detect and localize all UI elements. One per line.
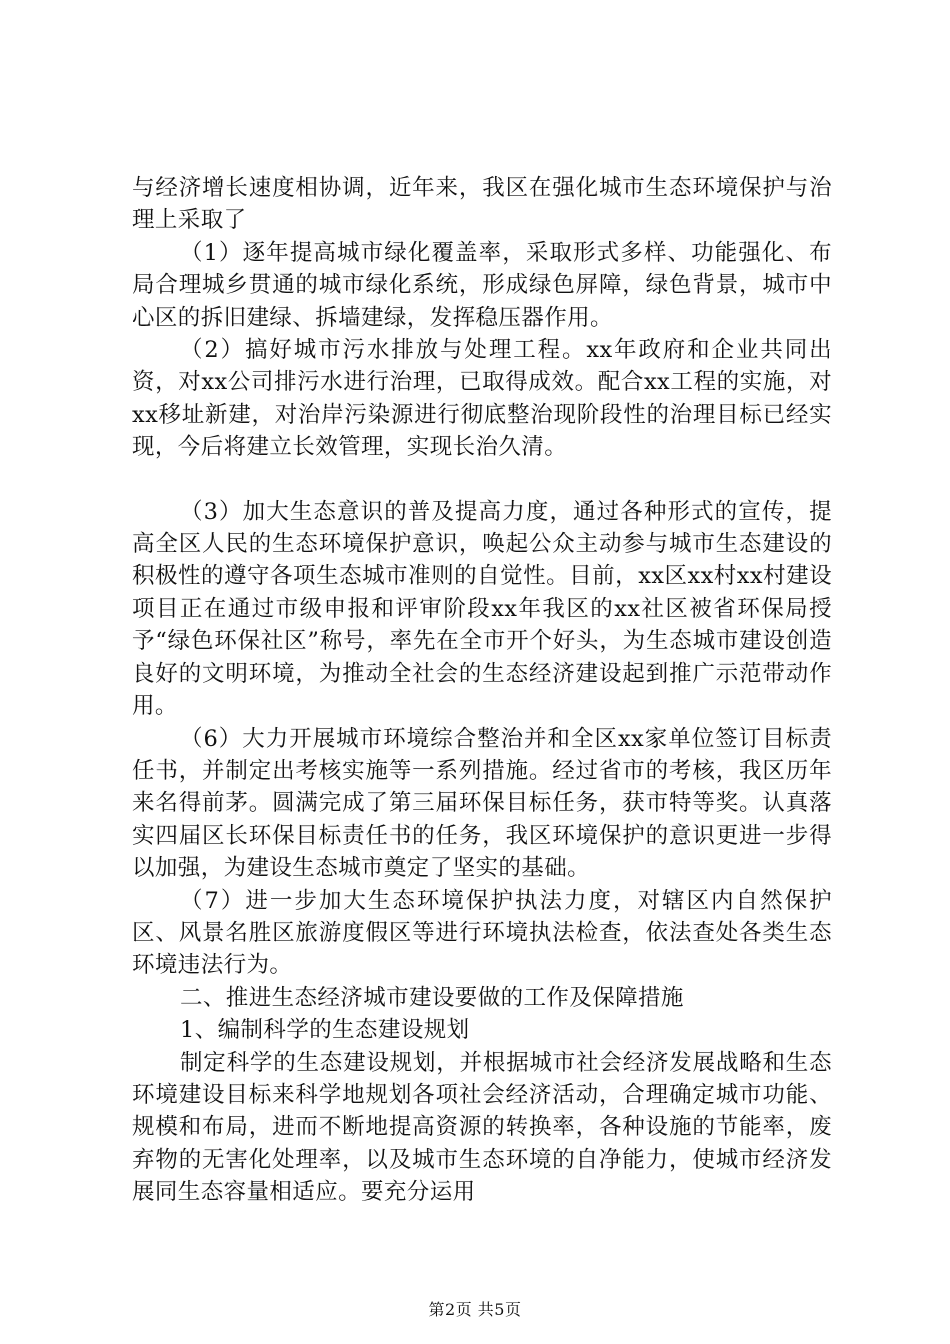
- paragraph-item-2: （2）搞好城市污水排放与处理工程。xx年政府和企业共同出资，对xx公司排污水进行治理，已取得成效。配合xx工程的实施，对xx移址新建，对治岸污染源进行彻底整治现阶段性的治理目标已经实现，今后将建立长效管理，实现长治久清。: [132, 337, 832, 461]
- page-number-footer: 第2页 共5页: [428, 1300, 522, 1319]
- paragraph-item-6: （6）大力开展城市环境综合整治并和全区xx家单位签订目标责任书，并制定出考核实施等一系列措施。经过省市的考核，我区历年来名得前茅。圆满完成了第三届环保目标任务，获市特等奖。认真落实四届区长环保目标责任书的任务，我区环境保护的意识更进一步得以加强，为建设生态城市奠定了坚实的基础。: [132, 725, 832, 882]
- paragraph-item-7: （7）进一步加大生态环境保护执法力度，对辖区内自然保护区、风景名胜区旅游度假区等进行环境执法检查，依法查处各类生态环境违法行为。: [132, 887, 832, 979]
- paragraph-item-3: （3）加大生态意识的普及提高力度，通过各种形式的宣传，提高全区人民的生态环境保护意识，唤起公众主动参与城市生态建设的积极性的遵守各项生态城市准则的自觉性。目前，xx区xx村xx村建设项目正在通过市级申报和评审阶段xx年我区的xx社区被省环保局授予“绿色环保社区”称号，率先在全市开个好头，为生态城市建设创造良好的文明环境，为推动全社会的生态经济建设起到推广示范带动作用。: [132, 498, 832, 720]
- document-body: [132, 172, 832, 1209]
- paragraph-item-1: （1）逐年提高城市绿化覆盖率，采取形式多样、功能强化、布局合理城乡贯通的城市绿化系统，形成绿色屏障，绿色背景，城市中心区的拆旧建绿、拆墙建绿，发挥稳压器作用。: [132, 239, 832, 331]
- paragraph-intro: 与经济增长速度相协调，近年来，我区在强化城市生态环境保护与治理上采取了: [132, 175, 832, 234]
- paragraph-planning: 制定科学的生态建设规划，并根据城市社会经济发展战略和生态环境建设目标来科学地规划各项社会经济活动，合理确定城市功能、规模和布局，进而不断地提高资源的转换率，各种设施的节能率，废弃物的无害化处理率，以及城市生态环境的自净能力，使城市经济发展同生态容量相适应。要充分运用: [132, 1049, 832, 1206]
- subsection-heading: 1、编制科学的生态建设规划: [180, 1017, 470, 1044]
- paragraph-spacer: [132, 464, 832, 496]
- section-heading: 二、推进生态经济城市建设要做的工作及保障措施: [180, 984, 684, 1011]
